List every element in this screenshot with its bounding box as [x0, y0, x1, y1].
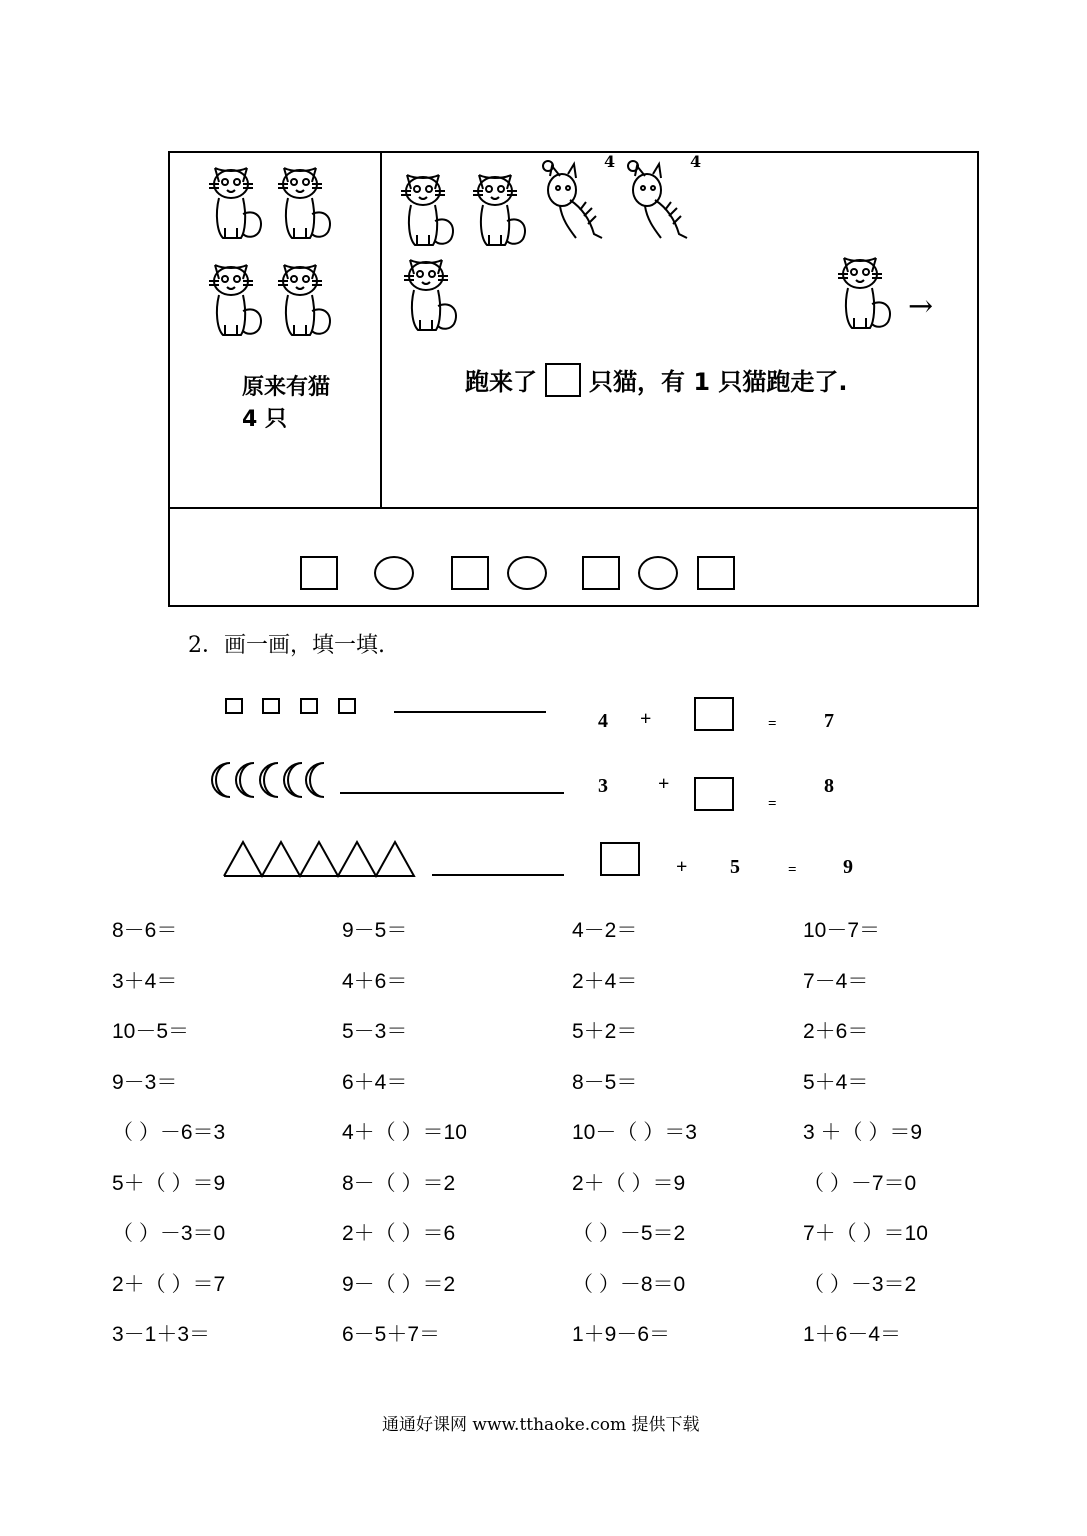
exercise-item[interactable]: 8－（ ）＝2	[342, 1172, 456, 1195]
anniversary-tag: 4	[604, 152, 616, 171]
answer-box[interactable]	[300, 556, 338, 590]
left-caption-line1: 原来有猫	[242, 375, 331, 400]
problem1-sentence	[465, 362, 848, 397]
cat-icon	[272, 158, 336, 242]
exercise-item[interactable]: 2＋（ ）＝6	[342, 1222, 456, 1245]
cat-icon	[398, 250, 462, 334]
arrow-right-icon: →	[908, 289, 934, 324]
eq1-eq: =	[768, 716, 777, 732]
cat-icon	[467, 165, 531, 249]
answer-box[interactable]	[600, 842, 640, 876]
operator-circle[interactable]	[638, 556, 678, 590]
exercise-item[interactable]: 1＋9－6＝	[572, 1323, 671, 1346]
table-divider-vertical	[380, 151, 382, 509]
cat-icon	[203, 158, 267, 242]
square-shape	[338, 698, 356, 714]
exercise-item[interactable]: 7－4＝	[803, 970, 869, 993]
exercise-item[interactable]: 5－3＝	[342, 1020, 408, 1043]
exercise-item[interactable]: （ ）－6＝3	[112, 1121, 226, 1144]
exercise-item[interactable]: 4＋6＝	[342, 970, 408, 993]
answer-box[interactable]	[451, 556, 489, 590]
table-divider-horizontal	[168, 507, 979, 509]
exercise-item[interactable]: 5＋（ ）＝9	[112, 1172, 226, 1195]
eq2-result: 8	[824, 775, 834, 797]
exercise-item[interactable]: 2＋（ ）＝9	[572, 1172, 686, 1195]
anniversary-tag: 4	[690, 152, 702, 171]
answer-box[interactable]	[697, 556, 735, 590]
eq2-eq: =	[768, 796, 777, 812]
exercise-item[interactable]: 8－5＝	[572, 1071, 638, 1094]
exercise-item[interactable]: 2＋4＝	[572, 970, 638, 993]
exercise-item[interactable]: （ ）－8＝0	[572, 1273, 686, 1296]
eq2-op: +	[658, 773, 670, 795]
answer-box[interactable]	[545, 363, 581, 397]
drawing-line[interactable]	[432, 874, 564, 876]
exercise-item[interactable]: 9－3＝	[112, 1071, 178, 1094]
triangle-icons	[222, 840, 416, 878]
running-cat-icon	[620, 158, 700, 242]
eq1-a: 4	[598, 710, 608, 732]
eq3-b: 5	[730, 856, 740, 878]
eq1-result: 7	[824, 710, 834, 732]
square-shape	[300, 698, 318, 714]
square-shape	[262, 698, 280, 714]
exercise-item[interactable]: （ ）－3＝0	[112, 1222, 226, 1245]
exercise-item[interactable]: 3－1＋3＝	[112, 1323, 211, 1346]
answer-box[interactable]	[694, 697, 734, 731]
sentence-part1: 跑来了	[465, 368, 537, 396]
left-caption-line2: 4 只	[242, 407, 287, 432]
exercise-item[interactable]: 1＋6－4＝	[803, 1323, 902, 1346]
exercise-item[interactable]: 3 ＋（ ）＝9	[803, 1121, 923, 1144]
exercise-item[interactable]: 5＋4＝	[803, 1071, 869, 1094]
footer-text: 通通好课网 www.tthaoke.com 提供下载	[382, 1415, 700, 1435]
exercise-item[interactable]: 9－（ ）＝2	[342, 1273, 456, 1296]
eq3-eq: =	[788, 862, 797, 878]
square-shape	[225, 698, 243, 714]
left-caption	[242, 372, 330, 436]
answer-box[interactable]	[694, 777, 734, 811]
exercise-item[interactable]: 9－5＝	[342, 919, 408, 942]
eq3-result: 9	[843, 856, 853, 878]
exercise-item[interactable]: 10－7＝	[803, 919, 881, 942]
exercise-item[interactable]: 6－5＋7＝	[342, 1323, 441, 1346]
exercise-item[interactable]: 6＋4＝	[342, 1071, 408, 1094]
exercise-item[interactable]: 4－2＝	[572, 919, 638, 942]
running-cat-icon	[540, 158, 610, 242]
drawing-line[interactable]	[340, 792, 564, 794]
eq1-op: +	[640, 708, 652, 730]
exercise-item[interactable]: 4＋（ ）＝10	[342, 1121, 467, 1144]
answer-box[interactable]	[582, 556, 620, 590]
exercise-item[interactable]: （ ）－3＝2	[803, 1273, 917, 1296]
exercise-item[interactable]: （ ）－5＝2	[572, 1222, 686, 1245]
sentence-part2: 只猫，有 1 只猫跑走了.	[589, 368, 848, 396]
cat-icon	[832, 248, 896, 332]
moon-icons	[204, 760, 328, 800]
exercise-item[interactable]: 2＋6＝	[803, 1020, 869, 1043]
operator-circle[interactable]	[374, 556, 414, 590]
exercise-item[interactable]: 10－5＝	[112, 1020, 190, 1043]
drawing-line[interactable]	[394, 711, 546, 713]
exercise-item[interactable]: 10－（ ）＝3	[572, 1121, 697, 1144]
section2-title: 2．画一画，填一填.	[188, 633, 385, 658]
cat-icon	[272, 255, 336, 339]
cat-icon	[203, 255, 267, 339]
exercise-item[interactable]: 2＋（ ）＝7	[112, 1273, 226, 1296]
exercise-item[interactable]: 3＋4＝	[112, 970, 178, 993]
operator-circle[interactable]	[507, 556, 547, 590]
exercise-item[interactable]: 7＋（ ）＝10	[803, 1222, 928, 1245]
exercise-item[interactable]: 8－6＝	[112, 919, 178, 942]
cat-icon	[395, 165, 459, 249]
eq3-op: +	[676, 856, 688, 878]
eq2-a: 3	[598, 775, 608, 797]
exercise-item[interactable]: 5＋2＝	[572, 1020, 638, 1043]
exercise-item[interactable]: （ ）－7＝0	[803, 1172, 917, 1195]
